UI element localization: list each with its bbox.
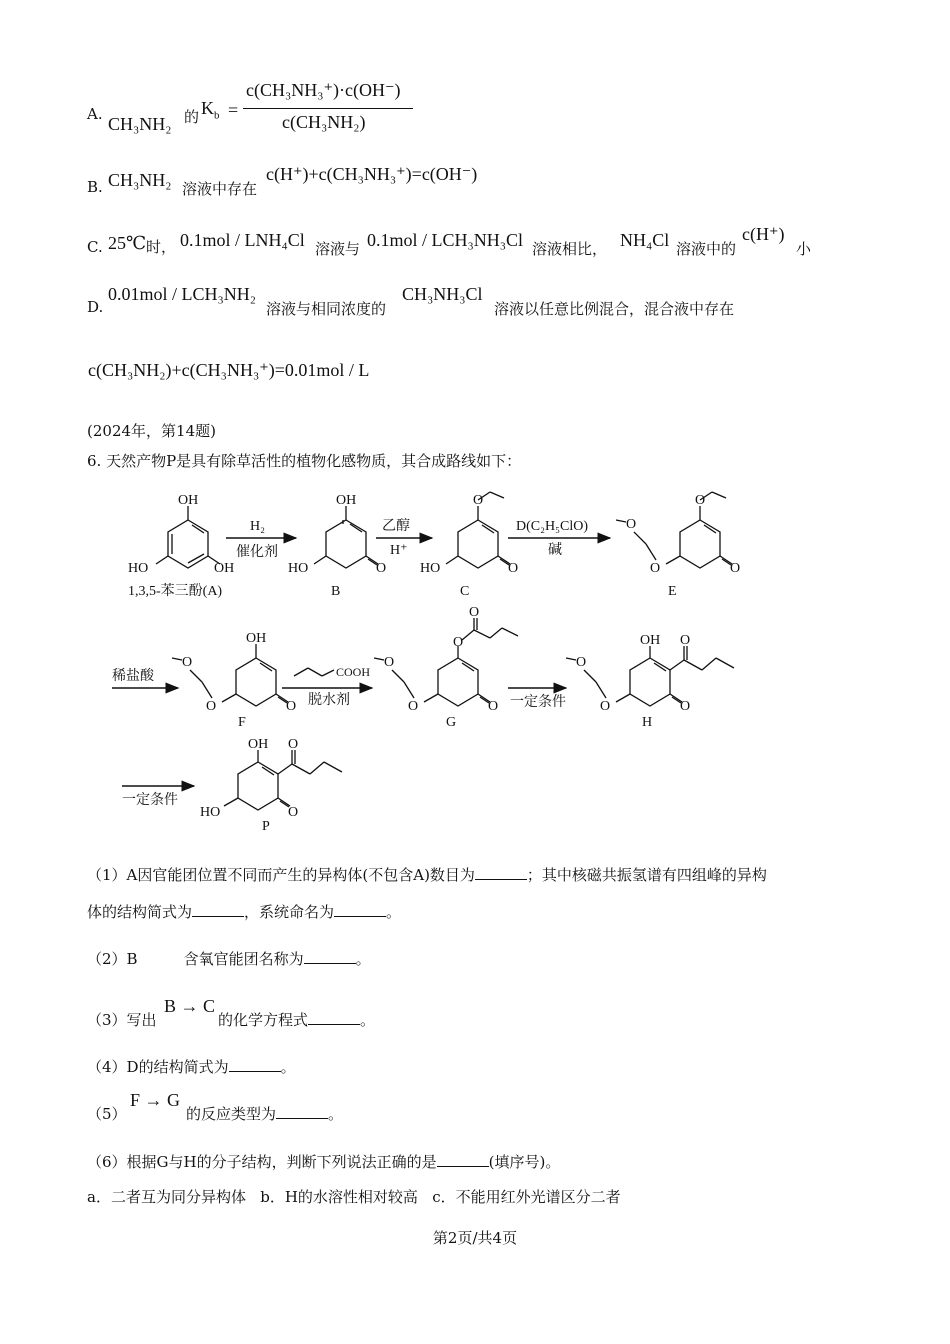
source-label: (2024年，第14题) bbox=[87, 422, 216, 440]
p-ho: HO bbox=[200, 805, 221, 820]
sub-question-3-expression: B → C bbox=[164, 996, 216, 1016]
option-a-kb: $K_b$ bbox=[201, 98, 220, 122]
sub-question-6: （6）根据G与H的分子结构，判断下列说法正确的是 (填序号)。 bbox=[87, 1153, 561, 1171]
sub-question-5: （5） bbox=[87, 1105, 127, 1123]
answer-blank[interactable] bbox=[276, 1117, 328, 1119]
answer-blank[interactable] bbox=[437, 1165, 489, 1167]
butanoic-acid-structure bbox=[294, 668, 334, 676]
page-footer: 第2页/共4页 bbox=[432, 1229, 518, 1247]
g-o-ester: O bbox=[453, 635, 464, 650]
compound-h-structure bbox=[566, 646, 734, 706]
arrow-5-top: COOH bbox=[336, 665, 371, 679]
sub-question-5-rest: 的反应类型为 。 bbox=[186, 1105, 344, 1123]
option-c-salt: NH₄Cl bbox=[620, 230, 670, 250]
option-c-text-5: 小 bbox=[796, 240, 812, 258]
arrow-3-bottom: 碱 bbox=[548, 543, 562, 558]
h-oh: OH bbox=[640, 633, 661, 648]
e-o-ether: O bbox=[695, 493, 706, 508]
arrow-3-top: D(C₂H₅ClO) bbox=[516, 519, 588, 534]
f-o-ring: O bbox=[206, 699, 217, 714]
g-o-ring: O bbox=[408, 699, 419, 714]
option-c-conc-2: 0.1mol / LCH₃NH₃Cl bbox=[367, 230, 524, 250]
sub-question-4: （4）D的结构简式为 。 bbox=[87, 1058, 296, 1076]
compound-a-structure bbox=[156, 506, 220, 568]
h-o-ring: O bbox=[600, 699, 611, 714]
label-b: B bbox=[331, 584, 341, 599]
answer-blank[interactable] bbox=[475, 878, 527, 880]
option-b-text: 溶液中存在 bbox=[182, 180, 258, 198]
option-a-denominator: c(CH₃NH₂) bbox=[282, 112, 366, 132]
label-f: F bbox=[238, 715, 246, 730]
option-b-letter: B. bbox=[87, 178, 103, 196]
option-d-letter: D. bbox=[87, 298, 104, 316]
label-a: 1,3,5-苯三酚(A) bbox=[128, 584, 223, 599]
option-c-letter: C. bbox=[87, 238, 103, 256]
h-o-ketone: O bbox=[680, 633, 691, 648]
b-ho: HO bbox=[288, 561, 309, 576]
compound-b-structure bbox=[314, 506, 378, 568]
option-c-temperature: 25℃ bbox=[108, 233, 147, 253]
compound-f-structure bbox=[172, 644, 288, 706]
label-h: H bbox=[642, 715, 653, 730]
p-oh: OH bbox=[248, 737, 269, 752]
option-c-text-3: 溶液相比， bbox=[532, 240, 608, 258]
g-o-carbonyl: O bbox=[469, 605, 480, 620]
option-d-text-1: 溶液与相同浓度的 bbox=[266, 300, 387, 318]
sub-question-1-line-2: 体的结构简式为 ，系统命名为 。 bbox=[87, 903, 402, 921]
e-o-chain: O bbox=[626, 517, 637, 532]
g-o: O bbox=[488, 699, 499, 714]
fraction-bar bbox=[243, 108, 413, 109]
e-o-ring: O bbox=[650, 561, 661, 576]
a-oh-right: OH bbox=[214, 561, 235, 576]
h-o-chain: O bbox=[576, 655, 587, 670]
option-c-text-4: 溶液中的 bbox=[676, 240, 737, 258]
option-b-expression: c(H⁺)+c(CH₃NH₃⁺)=c(OH⁻) bbox=[266, 164, 478, 184]
question-6-stem: 6. 天然产物P是具有除草活性的植物化感物质，其合成路线如下： bbox=[87, 452, 522, 470]
answer-blank[interactable] bbox=[308, 1023, 360, 1025]
arrow-7-bottom: 一定条件 bbox=[122, 793, 178, 808]
p-o: O bbox=[288, 805, 299, 820]
compound-g-structure bbox=[374, 618, 518, 706]
synthesis-scheme bbox=[0, 480, 950, 840]
arrow-1-bottom: 催化剂 bbox=[236, 545, 278, 560]
sub-question-6-choices: a．二者互为同分异构体 b．H的水溶性相对较高 c．不能用红外光谱区分二者 bbox=[87, 1188, 621, 1206]
g-o-chain: O bbox=[384, 655, 395, 670]
arrow-2-top: 乙醇 bbox=[382, 519, 410, 534]
option-c-text-1: 时， bbox=[146, 238, 177, 256]
arrow-1-top: H₂ bbox=[250, 519, 265, 534]
sub-question-3-rest: 的化学方程式 。 bbox=[218, 1011, 376, 1029]
f-o: O bbox=[286, 699, 297, 714]
label-c: C bbox=[460, 584, 470, 599]
sub-question-2: （2）B 含氧官能团名称为 。 bbox=[87, 950, 371, 968]
option-d-text-2: 溶液以任意比例混合，混合液中存在 bbox=[494, 300, 735, 318]
sub-question-3: （3）写出 bbox=[87, 1011, 157, 1029]
p-o-ketone: O bbox=[288, 737, 299, 752]
h-o: O bbox=[680, 699, 691, 714]
option-c-ch: c(H⁺) bbox=[742, 224, 785, 244]
label-p: P bbox=[262, 819, 270, 834]
sub-question-5-expression: F → G bbox=[130, 1090, 181, 1110]
option-a-letter: A. bbox=[87, 105, 103, 123]
option-c-text-2: 溶液与 bbox=[315, 240, 361, 258]
option-d-conc: 0.01mol / LCH₃NH₂ bbox=[108, 284, 257, 304]
arrow-2-bottom: H⁺ bbox=[390, 543, 408, 558]
sub-question-1-line-1: （1）A因官能团位置不同而产生的异构体(不包含A)数目为 ；其中核磁共振氢谱有四组峰的异构 bbox=[87, 866, 767, 884]
b-o: O bbox=[376, 561, 387, 576]
f-oh: OH bbox=[246, 631, 267, 646]
option-a-lhs: CH₃NH₂ bbox=[108, 114, 172, 134]
answer-blank[interactable] bbox=[334, 915, 386, 917]
c-o: O bbox=[508, 561, 519, 576]
c-ho: HO bbox=[420, 561, 441, 576]
arrow-5-bottom: 脱水剂 bbox=[308, 693, 350, 708]
option-a-de: 的 bbox=[184, 108, 200, 126]
b-oh: OH bbox=[336, 493, 357, 508]
option-a-numerator: c(CH₃NH₃⁺)·c(OH⁻) bbox=[246, 80, 401, 100]
compound-p-structure bbox=[224, 750, 342, 810]
c-o-ether: O bbox=[473, 493, 484, 508]
label-g: G bbox=[446, 715, 457, 730]
option-c-conc-1: 0.1mol / LNH₄Cl bbox=[180, 230, 305, 250]
option-b-lhs: CH₃NH₂ bbox=[108, 170, 172, 190]
f-o-chain: O bbox=[182, 655, 193, 670]
arrow-6-bottom: 一定条件 bbox=[510, 695, 566, 710]
answer-blank[interactable] bbox=[304, 962, 356, 964]
a-ho-left: HO bbox=[128, 561, 149, 576]
option-a-equals: = bbox=[228, 100, 239, 120]
a-oh-top: OH bbox=[178, 493, 199, 508]
option-d-expression: c(CH₃NH₂)+c(CH₃NH₃⁺)=0.01mol / L bbox=[88, 360, 370, 380]
arrow-4-top: 稀盐酸 bbox=[112, 669, 154, 684]
option-d-salt: CH₃NH₃Cl bbox=[402, 284, 483, 304]
label-e: E bbox=[668, 584, 677, 599]
answer-blank[interactable] bbox=[229, 1070, 281, 1072]
e-o: O bbox=[730, 561, 741, 576]
answer-blank[interactable] bbox=[192, 915, 244, 917]
